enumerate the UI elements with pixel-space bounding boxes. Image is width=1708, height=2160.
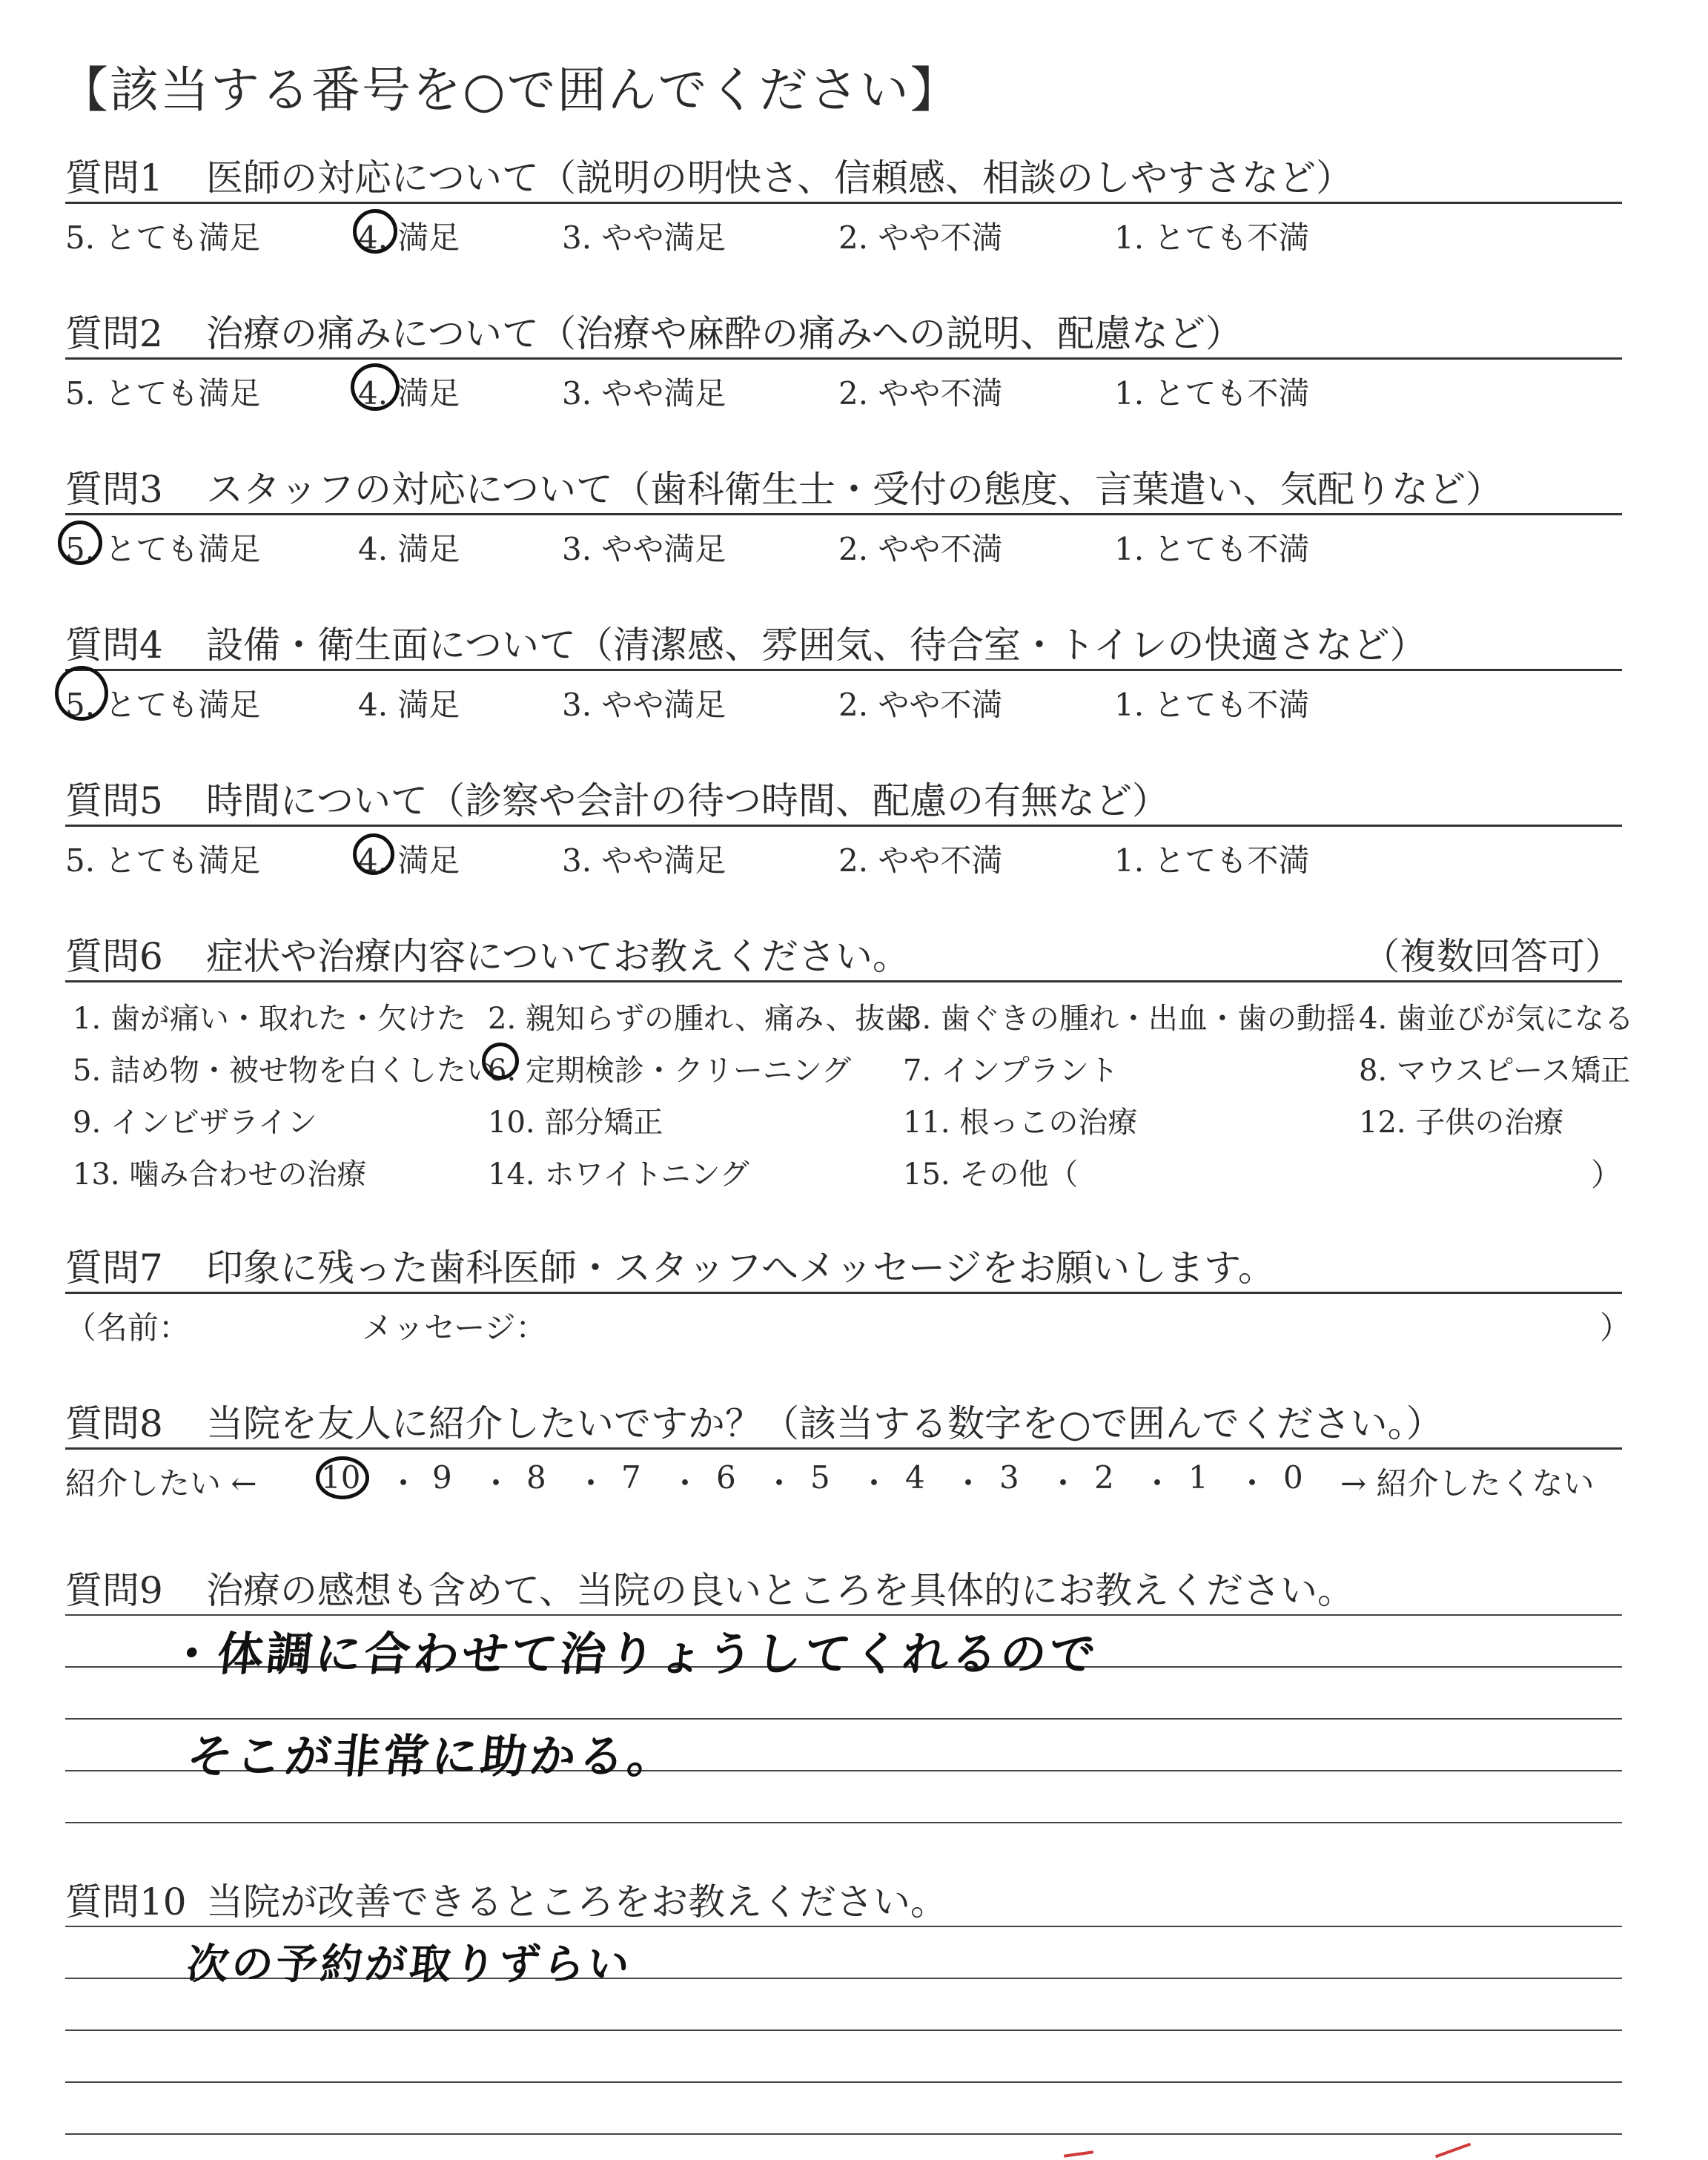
divider xyxy=(65,669,1622,671)
rating-option-4[interactable]: 4. 満足 xyxy=(358,531,460,567)
rating-option-1[interactable]: 1. とても不満 xyxy=(1114,219,1310,256)
divider xyxy=(65,825,1622,827)
rating-option-1[interactable]: 1. とても不満 xyxy=(1114,375,1310,412)
name-label: （名前： xyxy=(65,1309,191,1346)
selection-circle xyxy=(58,521,102,565)
rating-option-4[interactable]: 4. 満足 xyxy=(358,687,460,723)
scale-separator: ・ xyxy=(764,1465,795,1502)
rating-option-3[interactable]: 3. やや満足 xyxy=(562,375,726,412)
answer-line xyxy=(65,2081,1622,2083)
question-title: 時間について（診察や会計の待つ時間、配慮の有無など） xyxy=(206,779,1169,822)
treatment-option-14[interactable]: 14. ホワイトニング xyxy=(488,1157,749,1192)
question-number: 質問3 xyxy=(65,468,163,511)
scale-separator: ・ xyxy=(858,1465,890,1502)
scale-3[interactable]: 3 xyxy=(999,1459,1019,1496)
rating-option-2[interactable]: 2. やや不満 xyxy=(838,375,1003,412)
question-number: 質問6 xyxy=(65,935,163,978)
treatment-option-7[interactable]: 7. インプラント xyxy=(903,1054,1119,1088)
scale-separator: ・ xyxy=(1047,1465,1079,1502)
scale-1[interactable]: 1 xyxy=(1188,1459,1208,1496)
rating-option-4[interactable]: 4. 満足 xyxy=(358,375,460,412)
rating-option-2[interactable]: 2. やや不満 xyxy=(838,531,1003,567)
divider xyxy=(65,202,1622,204)
treatment-option-6[interactable]: 6. 定期検診・クリーニング xyxy=(488,1054,852,1088)
multiple-answer-note: （複数回答可） xyxy=(1363,935,1622,978)
question-title: 症状や治療内容についてお教えください。 xyxy=(206,935,910,978)
question-number: 質問7 xyxy=(65,1246,163,1289)
answer-line xyxy=(65,2133,1622,2135)
treatment-option-12[interactable]: 12. 子供の治療 xyxy=(1359,1106,1564,1140)
scale-separator: ・ xyxy=(953,1465,984,1502)
question-title: 当院を友人に紹介したいですか？（該当する数字を○で囲んでください。） xyxy=(206,1402,1443,1445)
scale-2[interactable]: 2 xyxy=(1094,1459,1114,1496)
rating-option-2[interactable]: 2. やや不満 xyxy=(838,687,1003,723)
rating-option-3[interactable]: 3. やや満足 xyxy=(562,531,726,567)
scale-5[interactable]: 5 xyxy=(810,1459,830,1496)
question-number: 質問2 xyxy=(65,312,163,355)
scale-left-label: 紹介したい ← xyxy=(65,1465,257,1502)
divider xyxy=(65,1292,1622,1294)
question-title: 治療の痛みについて（治療や麻酔の痛みへの説明、配慮など） xyxy=(206,312,1242,355)
treatment-option-15[interactable]: 15. その他（ xyxy=(903,1157,1079,1192)
treatment-option-4[interactable]: 4. 歯並びが気になる xyxy=(1359,1002,1634,1036)
form-header: 【該当する番号を○で囲んでください】 xyxy=(59,62,961,119)
question-title: 医師の対応について（説明の明快さ、信頼感、相談のしやすさなど） xyxy=(206,156,1353,199)
treatment-option-5[interactable]: 5. 詰め物・被せ物を白くしたい xyxy=(73,1054,496,1088)
rating-option-3[interactable]: 3. やや満足 xyxy=(562,842,726,879)
answer-line xyxy=(65,1822,1622,1823)
scale-4[interactable]: 4 xyxy=(905,1459,925,1496)
rating-option-5[interactable]: 5. とても満足 xyxy=(65,219,261,256)
question-title: 印象に残った歯科医師・スタッフへメッセージをお願いします。 xyxy=(206,1246,1275,1289)
treatment-option-9[interactable]: 9. インビザライン xyxy=(73,1106,317,1140)
selection-circle xyxy=(482,1043,519,1080)
rating-option-2[interactable]: 2. やや不満 xyxy=(838,842,1003,879)
divider xyxy=(65,1447,1622,1450)
scale-separator: ・ xyxy=(575,1465,607,1502)
treatment-option-3[interactable]: 3. 歯ぐきの腫れ・出血・歯の動揺 xyxy=(903,1002,1356,1036)
scale-separator: ・ xyxy=(669,1465,701,1502)
rating-option-1[interactable]: 1. とても不満 xyxy=(1114,531,1310,567)
question-title: 治療の感想も含めて、当院の良いところを具体的にお教えください。 xyxy=(206,1569,1354,1612)
scale-separator: ・ xyxy=(1142,1465,1174,1502)
scale-8[interactable]: 8 xyxy=(526,1459,546,1496)
rating-option-4[interactable]: 4. 満足 xyxy=(358,842,460,879)
rating-option-4[interactable]: 4. 満足 xyxy=(358,219,460,256)
question-title: スタッフの対応について（歯科衛生士・受付の態度、言葉遣い、気配りなど） xyxy=(206,468,1503,511)
handwritten-answer-line-1: ・体調に合わせて治りょうしてくれるので xyxy=(165,1627,1102,1681)
other-close-paren: ） xyxy=(1590,1157,1622,1193)
answer-line xyxy=(65,1926,1622,1927)
question-number: 質問8 xyxy=(65,1402,163,1445)
rating-option-5[interactable]: 5. とても満足 xyxy=(65,842,261,879)
treatment-option-11[interactable]: 11. 根っこの治療 xyxy=(903,1106,1138,1140)
divider xyxy=(65,980,1622,982)
rating-option-3[interactable]: 3. やや満足 xyxy=(562,687,726,723)
treatment-option-2[interactable]: 2. 親知らずの腫れ、痛み、抜歯 xyxy=(488,1002,915,1036)
handwritten-answer-line-2: そこが非常に助かる。 xyxy=(184,1729,680,1783)
rating-option-5[interactable]: 5. とても満足 xyxy=(65,531,261,567)
red-pen-mark xyxy=(1064,2150,1093,2158)
message-close-paren: ） xyxy=(1600,1309,1632,1346)
selection-circle xyxy=(353,833,394,875)
selection-circle xyxy=(353,209,397,254)
scale-7[interactable]: 7 xyxy=(621,1459,641,1496)
treatment-option-13[interactable]: 13. 噛み合わせの治療 xyxy=(73,1157,367,1192)
selection-circle xyxy=(316,1456,369,1499)
rating-option-5[interactable]: 5. とても満足 xyxy=(65,687,261,723)
treatment-option-8[interactable]: 8. マウスピース矯正 xyxy=(1359,1054,1631,1088)
divider xyxy=(65,513,1622,515)
scale-9[interactable]: 9 xyxy=(432,1459,452,1496)
scale-separator: ・ xyxy=(388,1465,420,1502)
rating-option-1[interactable]: 1. とても不満 xyxy=(1114,687,1310,723)
red-pen-mark xyxy=(1435,2143,1471,2159)
question-title: 当院が改善できるところをお教えください。 xyxy=(206,1880,947,1923)
scale-separator: ・ xyxy=(480,1465,512,1502)
rating-option-1[interactable]: 1. とても不満 xyxy=(1114,842,1310,879)
treatment-option-10[interactable]: 10. 部分矯正 xyxy=(488,1106,663,1140)
scale-separator: ・ xyxy=(1237,1465,1268,1502)
question-number: 質問9 xyxy=(65,1569,163,1612)
scale-right-label: → 紹介したくない xyxy=(1340,1465,1595,1502)
question-number: 質問4 xyxy=(65,624,163,667)
rating-option-2[interactable]: 2. やや不満 xyxy=(838,219,1003,256)
question-number: 質問5 xyxy=(65,779,163,822)
rating-option-3[interactable]: 3. やや満足 xyxy=(562,219,726,256)
question-title: 設備・衛生面について（清潔感、雰囲気、待合室・トイレの快適さなど） xyxy=(206,624,1427,667)
treatment-option-1[interactable]: 1. 歯が痛い・取れた・欠けた xyxy=(73,1002,466,1036)
rating-option-5[interactable]: 5. とても満足 xyxy=(65,375,261,412)
answer-line xyxy=(65,1614,1622,1616)
message-label: メッセージ： xyxy=(362,1309,547,1346)
handwritten-answer-line-1: 次の予約が取りずらい xyxy=(185,1941,635,1989)
selection-circle xyxy=(55,666,108,721)
scale-10[interactable]: 10 xyxy=(321,1459,361,1496)
scale-6[interactable]: 6 xyxy=(716,1459,736,1496)
scale-0[interactable]: 0 xyxy=(1283,1459,1303,1496)
answer-line xyxy=(65,2029,1622,2031)
selection-circle xyxy=(351,363,400,411)
question-number: 質問1 xyxy=(65,156,163,199)
divider xyxy=(65,357,1622,360)
question-number: 質問10 xyxy=(65,1880,187,1923)
